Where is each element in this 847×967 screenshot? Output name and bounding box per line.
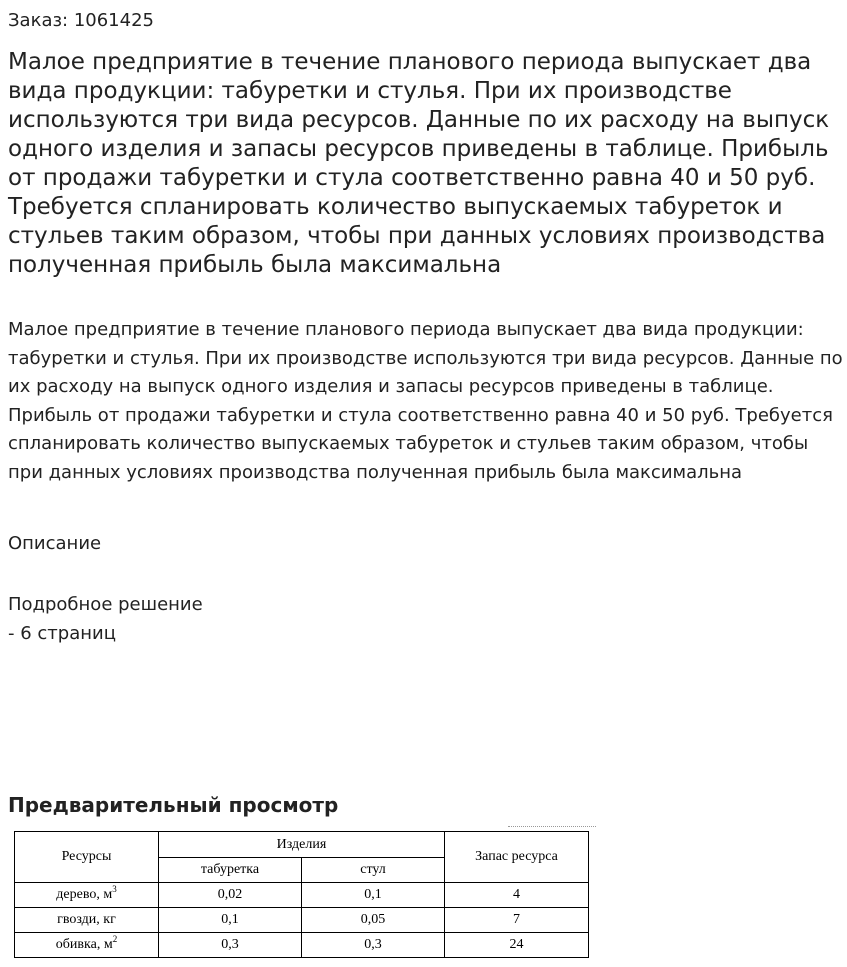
stool-value: 0,3 (159, 933, 302, 958)
stock-value: 7 (445, 908, 589, 933)
stool-value: 0,1 (159, 908, 302, 933)
stock-value: 24 (445, 933, 589, 958)
resource-name: гвозди, кг (15, 908, 159, 933)
header-chair: стул (302, 858, 445, 883)
preview-heading: Предварительный просмотр (8, 793, 339, 817)
chair-value: 0,3 (302, 933, 445, 958)
solution-label: Подробное решение (8, 594, 203, 615)
stool-value: 0,02 (159, 883, 302, 908)
preview-scrap-mark (508, 820, 596, 827)
stock-value: 4 (445, 883, 589, 908)
resource-name: обивка, $м^2$ (15, 933, 159, 958)
resource-table (14, 831, 589, 958)
order-number: Заказ: 1061425 (8, 10, 154, 31)
task-description: Малое предприятие в течение планового периода выпускает два вида продукции: табуретки и стулья. При их производстве используются три вида ресурсов. Данные по их расходу на выпуск одного изделия и запасы ресурсов приведены в таблице. Прибыль от продажи табуретки и стула соответственно равна 40 и 50 руб. Требуется спланировать количество выпускаемых табуреток и стульев таким образом, чтобы при данных условиях производства полученная прибыль была максимальна (8, 319, 843, 483)
resource-name: дерево, $м^3$ (15, 883, 159, 908)
header-products: Изделия (159, 832, 445, 858)
header-stock: Запас ресурса (445, 832, 589, 883)
description-label: Описание (8, 533, 102, 554)
page-count: - 6 страниц (8, 623, 116, 644)
table-row (15, 908, 589, 933)
table-row (15, 883, 589, 908)
preview-image (8, 820, 608, 967)
page-title: Малое предприятие в течение планового периода выпускает два вида продукции: табуретки и стулья. При их производстве используются три вида ресурсов. Данные по их расходу на выпуск одного изделия и запасы ресурсов приведены в таблице. Прибыль от продажи табуретки и стула соответственно равна 40 и 50 руб. Требуется спланировать количество выпускаемых табуреток и стульев таким образом, чтобы при данных условиях производства полученная прибыль была максимальна (8, 49, 830, 278)
header-resources: Ресурсы (15, 832, 159, 883)
header-stool: табуретка (159, 858, 302, 883)
chair-value: 0,05 (302, 908, 445, 933)
table-row (15, 933, 589, 958)
chair-value: 0,1 (302, 883, 445, 908)
